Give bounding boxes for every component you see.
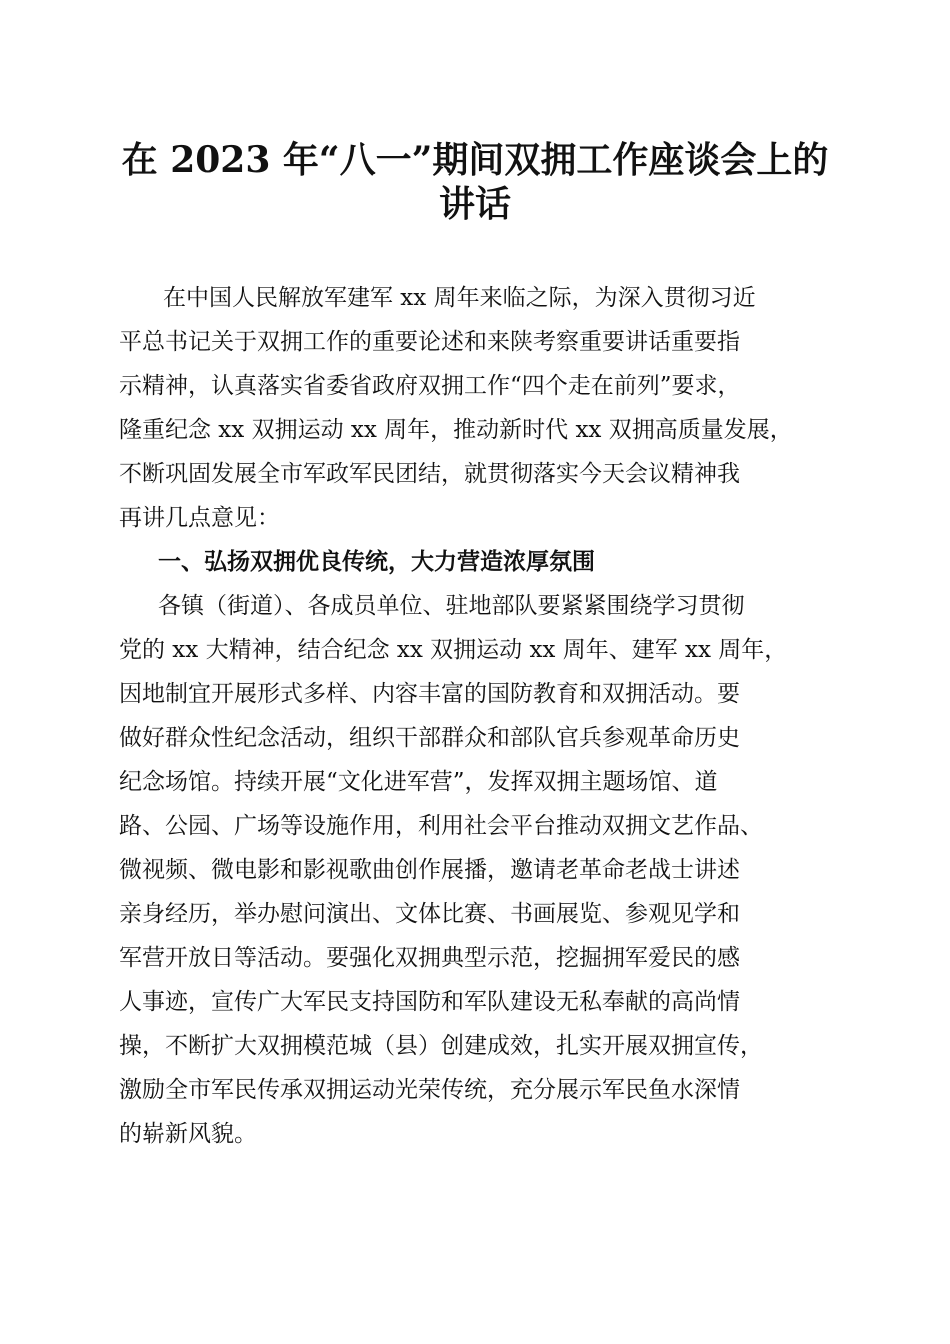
intro-line-2: 平总书记关于双拥工作的重要论述和来陕考察重要讲话重要指 <box>119 329 740 355</box>
section-heading: 一、弘扬双拥优良传统，大力营造浓厚氛围 <box>158 549 595 575</box>
intro-line-1: 在中国人民解放军建军 xx 周年来临之际，为深入贯彻习近 <box>163 285 756 311</box>
section-line-3: 因地制宜开展形式多样、内容丰富的国防教育和双拥活动。要 <box>119 681 740 707</box>
section-line-4: 做好群众性纪念活动，组织干部群众和部队官兵参观革命历史 <box>119 725 740 751</box>
section-line-12: 激励全市军民传承双拥运动光荣传统，充分展示军民鱼水深情 <box>119 1077 740 1103</box>
section-line-13: 的崭新风貌。 <box>119 1121 257 1147</box>
section-line-11: 操，不断扩大双拥模范城（县）创建成效，扎实开展双拥宣传， <box>119 1033 763 1059</box>
intro-line-3: 示精神，认真落实省委省政府双拥工作“四个走在前列”要求， <box>119 373 741 399</box>
document-title-line-1: 在 2023 年“八一”期间双拥工作座谈会上的 <box>121 139 829 181</box>
section-line-10: 人事迹，宣传广大军民支持国防和军队建设无私奉献的高尚情 <box>119 989 740 1015</box>
section-line-9: 军营开放日等活动。要强化双拥典型示范，挖掘拥军爱民的感 <box>119 945 740 971</box>
section-line-1: 各镇（街道）、各成员单位、驻地部队要紧紧围绕学习贯彻 <box>158 593 745 619</box>
section-line-6: 路、公园、广场等设施作用，利用社会平台推动双拥文艺作品、 <box>119 813 763 839</box>
intro-line-5: 不断巩固发展全市军政军民团结，就贯彻落实今天会议精神我 <box>119 461 740 487</box>
section-line-7: 微视频、微电影和影视歌曲创作展播，邀请老革命老战士讲述 <box>119 857 740 883</box>
section-line-2: 党的 xx 大精神，结合纪念 xx 双拥运动 xx 周年、建军 xx 周年， <box>119 637 788 663</box>
document-title-line-2: 讲话 <box>438 183 511 225</box>
intro-line-4: 隆重纪念 xx 双拥运动 xx 周年，推动新时代 xx 双拥高质量发展， <box>119 417 793 443</box>
intro-line-6: 再讲几点意见： <box>119 505 280 531</box>
section-line-8: 亲身经历，举办慰问演出、文体比赛、书画展览、参观见学和 <box>119 901 740 927</box>
section-line-5: 纪念场馆。持续开展“文化进军营”，发挥双拥主题场馆、道 <box>119 769 718 795</box>
